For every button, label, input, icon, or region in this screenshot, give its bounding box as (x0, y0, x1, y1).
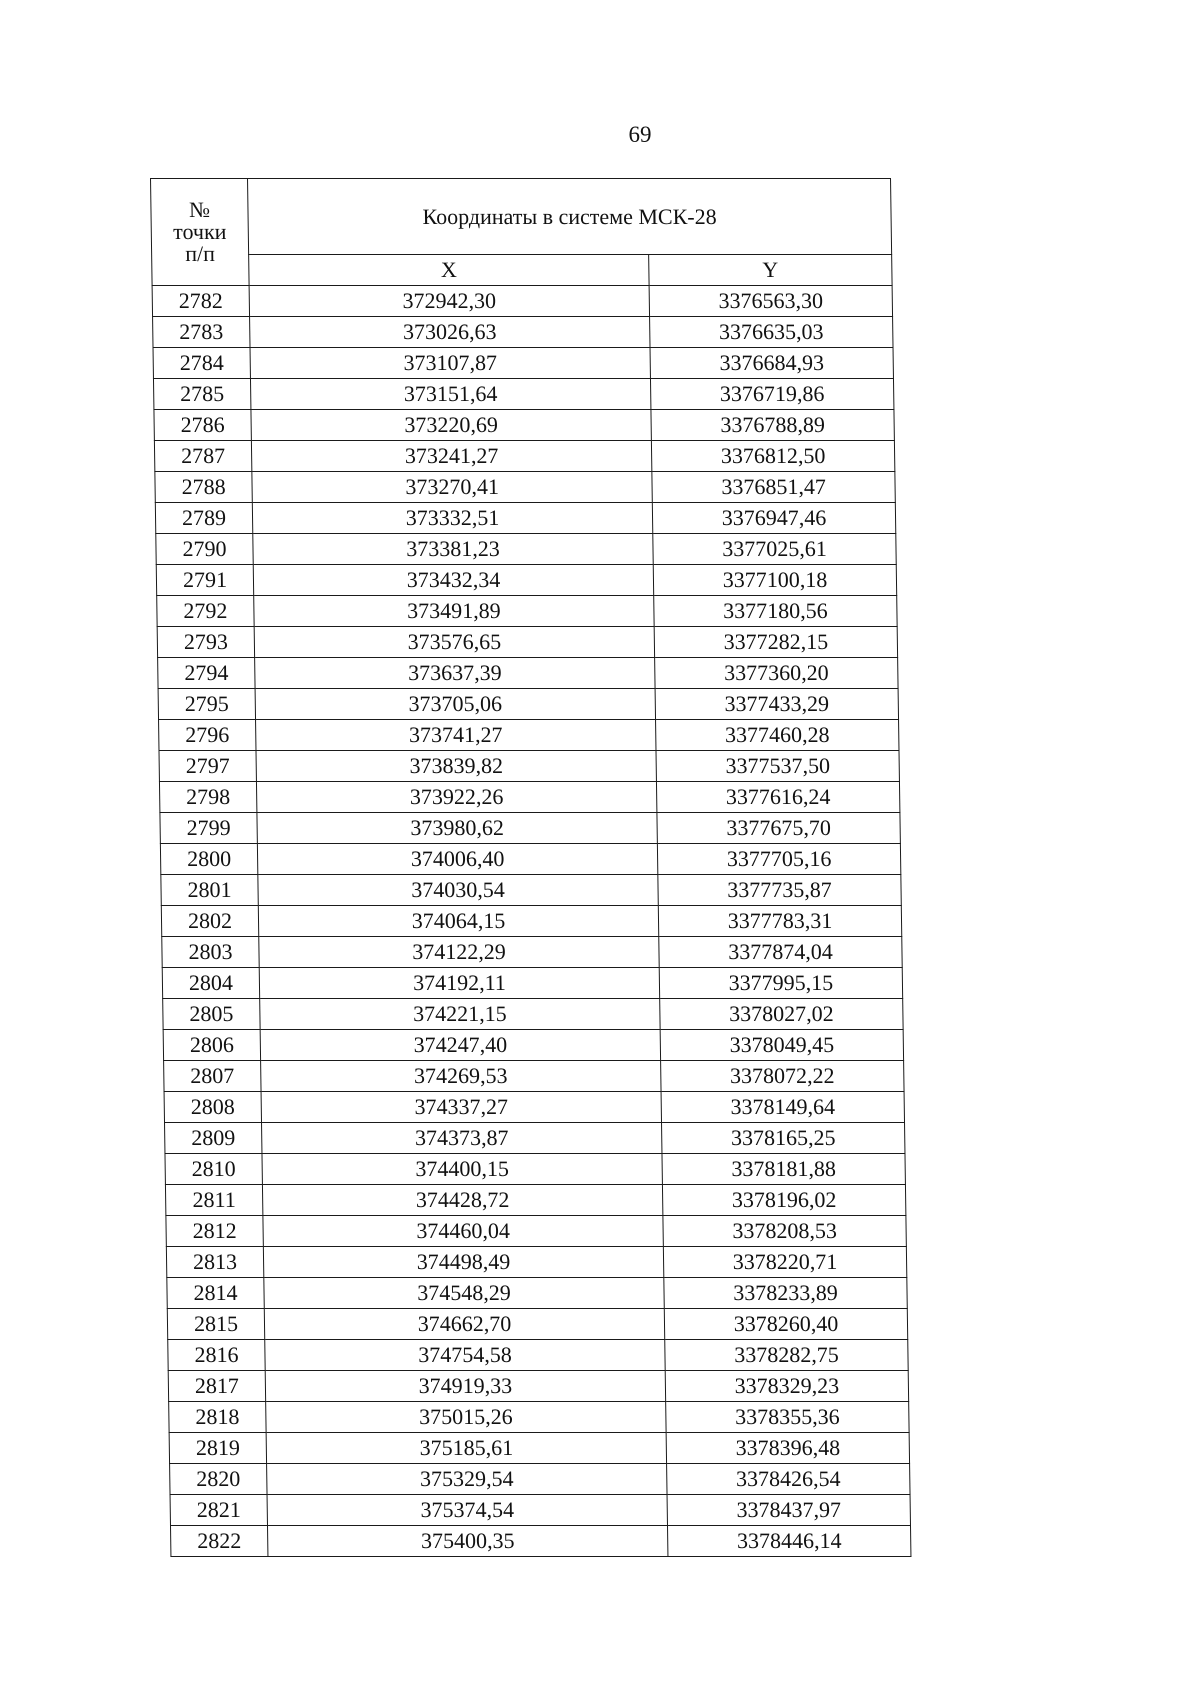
y-coordinate-cell: 3376812,50 (651, 441, 894, 472)
point-number-cell: 2812 (166, 1216, 263, 1247)
y-coordinate-cell: 3376788,89 (651, 410, 894, 441)
x-coordinate-cell: 373637,39 (255, 658, 655, 689)
y-coordinate-cell: 3377675,70 (657, 813, 900, 844)
point-number-cell: 2796 (159, 720, 256, 751)
point-number-cell: 2808 (164, 1092, 261, 1123)
point-number-cell: 2804 (162, 968, 259, 999)
x-column-header: X (249, 255, 649, 286)
point-number-cell: 2782 (152, 286, 249, 317)
y-coordinate-cell: 3377433,29 (655, 689, 898, 720)
x-coordinate-cell: 375400,35 (267, 1526, 667, 1557)
x-coordinate-cell: 373220,69 (251, 410, 651, 441)
table-row (153, 348, 893, 379)
x-coordinate-cell: 374006,40 (257, 844, 657, 875)
x-coordinate-cell: 373026,63 (250, 317, 650, 348)
x-coordinate-cell: 374122,29 (259, 937, 659, 968)
y-coordinate-cell: 3377360,20 (655, 658, 898, 689)
y-coordinate-cell: 3377100,18 (653, 565, 896, 596)
table-body (152, 286, 911, 1557)
x-coordinate-cell: 374192,11 (259, 968, 659, 999)
table-row (159, 782, 899, 813)
x-coordinate-cell: 375329,54 (267, 1464, 667, 1495)
point-number-cell: 2811 (165, 1185, 262, 1216)
x-coordinate-cell: 373705,06 (255, 689, 655, 720)
page-number: 69 (628, 122, 652, 147)
x-coordinate-cell: 373980,62 (257, 813, 657, 844)
x-coordinate-cell: 373576,65 (254, 627, 654, 658)
table-row (155, 472, 895, 503)
table-row (163, 1030, 903, 1061)
point-number-header-line1: № (188, 197, 211, 222)
y-coordinate-cell: 3378329,23 (665, 1371, 908, 1402)
point-number-cell: 2818 (169, 1402, 266, 1433)
x-coordinate-cell: 373491,89 (254, 596, 654, 627)
x-coordinate-cell: 374373,87 (262, 1123, 662, 1154)
point-number-cell: 2799 (160, 813, 257, 844)
y-coordinate-cell: 3378396,48 (666, 1433, 909, 1464)
table-row (170, 1464, 910, 1495)
table-row (169, 1433, 909, 1464)
x-coordinate-cell: 374400,15 (262, 1154, 662, 1185)
table-row (161, 906, 901, 937)
point-number-cell: 2820 (170, 1464, 267, 1495)
x-coordinate-cell: 374064,15 (258, 906, 658, 937)
x-coordinate-cell: 374498,49 (263, 1247, 663, 1278)
point-number-cell: 2787 (154, 441, 251, 472)
table-axis-row (152, 255, 892, 286)
y-coordinate-cell: 3378208,53 (663, 1216, 906, 1247)
x-coordinate-cell: 373270,41 (252, 472, 652, 503)
table-row (160, 844, 900, 875)
table-row (156, 534, 896, 565)
y-coordinate-cell: 3378072,22 (661, 1061, 904, 1092)
point-number-cell: 2790 (156, 534, 253, 565)
y-coordinate-cell: 3377180,56 (654, 596, 897, 627)
y-coordinate-cell: 3378446,14 (667, 1526, 910, 1557)
table-row (164, 1061, 904, 1092)
y-coordinate-cell: 3377874,04 (659, 937, 902, 968)
y-coordinate-cell: 3378196,02 (662, 1185, 905, 1216)
x-coordinate-cell: 373381,23 (253, 534, 653, 565)
x-coordinate-cell: 374428,72 (262, 1185, 662, 1216)
x-coordinate-cell: 374221,15 (260, 999, 660, 1030)
table-row (156, 565, 896, 596)
point-number-cell: 2801 (161, 875, 258, 906)
point-number-cell: 2794 (158, 658, 255, 689)
y-coordinate-cell: 3378355,36 (666, 1402, 909, 1433)
coordinates-table (150, 178, 911, 1557)
point-number-cell: 2784 (153, 348, 250, 379)
table-row (169, 1402, 909, 1433)
y-coordinate-cell: 3376719,86 (650, 379, 893, 410)
table-row (162, 968, 902, 999)
point-number-cell: 2821 (170, 1495, 267, 1526)
coordinates-system-header: Координаты в системе МСК-28 (248, 179, 892, 255)
point-number-cell: 2793 (157, 627, 254, 658)
y-coordinate-cell: 3377735,87 (658, 875, 901, 906)
point-number-cell: 2795 (158, 689, 255, 720)
point-number-cell: 2800 (160, 844, 257, 875)
y-coordinate-cell: 3378181,88 (662, 1154, 905, 1185)
point-number-cell: 2792 (157, 596, 254, 627)
point-number-cell: 2797 (159, 751, 256, 782)
point-number-cell: 2783 (153, 317, 250, 348)
y-coordinate-cell: 3377783,31 (658, 906, 901, 937)
y-coordinate-cell: 3378149,64 (661, 1092, 904, 1123)
point-number-cell: 2791 (156, 565, 253, 596)
y-coordinate-cell: 3378220,71 (663, 1247, 906, 1278)
point-number-cell: 2805 (163, 999, 260, 1030)
table-row (155, 503, 895, 534)
y-coordinate-cell: 3378437,97 (667, 1495, 910, 1526)
x-coordinate-cell: 373332,51 (252, 503, 652, 534)
point-number-cell: 2785 (153, 379, 250, 410)
table-row (170, 1526, 910, 1557)
table-row (168, 1371, 908, 1402)
point-number-cell: 2803 (162, 937, 259, 968)
point-number-cell: 2819 (169, 1433, 266, 1464)
table-row (164, 1092, 904, 1123)
point-number-cell: 2816 (168, 1340, 265, 1371)
point-number-cell: 2809 (165, 1123, 262, 1154)
x-coordinate-cell: 374754,58 (265, 1340, 665, 1371)
table-row (161, 875, 901, 906)
x-coordinate-cell: 375374,54 (267, 1495, 667, 1526)
y-coordinate-cell: 3377616,24 (656, 782, 899, 813)
x-coordinate-cell: 374460,04 (263, 1216, 663, 1247)
point-number-cell: 2802 (161, 906, 258, 937)
x-coordinate-cell: 374337,27 (261, 1092, 661, 1123)
x-coordinate-cell: 374247,40 (260, 1030, 660, 1061)
y-coordinate-cell: 3377025,61 (653, 534, 896, 565)
x-coordinate-cell: 372942,30 (249, 286, 649, 317)
y-coordinate-cell: 3378426,54 (667, 1464, 910, 1495)
x-coordinate-cell: 373432,34 (253, 565, 653, 596)
table-row (167, 1309, 907, 1340)
y-coordinate-cell: 3377995,15 (659, 968, 902, 999)
table-row (168, 1340, 908, 1371)
y-coordinate-cell: 3376563,30 (649, 286, 892, 317)
x-coordinate-cell: 374269,53 (261, 1061, 661, 1092)
y-coordinate-cell: 3377705,16 (657, 844, 900, 875)
table-row (165, 1123, 905, 1154)
y-coordinate-cell: 3378282,75 (665, 1340, 908, 1371)
table-row (162, 937, 902, 968)
x-coordinate-cell: 374919,33 (265, 1371, 665, 1402)
table-row (153, 379, 893, 410)
table-row (159, 720, 899, 751)
x-coordinate-cell: 373839,82 (256, 751, 656, 782)
table-row (165, 1154, 905, 1185)
point-number-cell: 2807 (164, 1061, 261, 1092)
table-row (167, 1278, 907, 1309)
point-number-cell: 2813 (166, 1247, 263, 1278)
x-coordinate-cell: 373151,64 (250, 379, 650, 410)
y-coordinate-cell: 3376684,93 (650, 348, 893, 379)
y-coordinate-cell: 3376851,47 (652, 472, 895, 503)
x-coordinate-cell: 373241,27 (251, 441, 651, 472)
table-row (166, 1247, 906, 1278)
point-number-cell: 2810 (165, 1154, 262, 1185)
y-coordinate-cell: 3377537,50 (656, 751, 899, 782)
point-number-cell: 2814 (167, 1278, 264, 1309)
table-row (170, 1495, 910, 1526)
table-row (153, 317, 893, 348)
point-number-header-line2: точки (172, 219, 227, 244)
x-coordinate-cell: 374662,70 (264, 1309, 664, 1340)
x-coordinate-cell: 373741,27 (256, 720, 656, 751)
table-row (160, 813, 900, 844)
table-header-row (151, 179, 892, 255)
point-number-cell: 2817 (168, 1371, 265, 1402)
table-row (157, 627, 897, 658)
point-number-header (151, 179, 250, 286)
x-coordinate-cell: 373107,87 (250, 348, 650, 379)
table-row (154, 410, 894, 441)
y-coordinate-cell: 3378027,02 (660, 999, 903, 1030)
y-coordinate-cell: 3378260,40 (664, 1309, 907, 1340)
x-coordinate-cell: 373922,26 (256, 782, 656, 813)
point-number-cell: 2806 (163, 1030, 260, 1061)
x-coordinate-cell: 375015,26 (266, 1402, 666, 1433)
y-coordinate-cell: 3376947,46 (652, 503, 895, 534)
table-row (165, 1185, 905, 1216)
y-coordinate-cell: 3377282,15 (654, 627, 897, 658)
y-coordinate-cell: 3378165,25 (662, 1123, 905, 1154)
point-number-cell: 2786 (154, 410, 251, 441)
table-row (158, 658, 898, 689)
x-coordinate-cell: 374030,54 (258, 875, 658, 906)
y-coordinate-cell: 3378233,89 (664, 1278, 907, 1309)
y-column-header: Y (649, 255, 892, 286)
point-number-cell: 2798 (159, 782, 256, 813)
x-coordinate-cell: 374548,29 (264, 1278, 664, 1309)
table-row (166, 1216, 906, 1247)
x-coordinate-cell: 375185,61 (266, 1433, 666, 1464)
point-number-cell: 2822 (170, 1526, 267, 1557)
table-row (159, 751, 899, 782)
table-row (154, 441, 894, 472)
point-number-header-line3: п/п (185, 241, 216, 266)
y-coordinate-cell: 3376635,03 (650, 317, 893, 348)
y-coordinate-cell: 3377460,28 (656, 720, 899, 751)
table-row (163, 999, 903, 1030)
point-number-cell: 2788 (155, 472, 252, 503)
table-row (157, 596, 897, 627)
table-row (158, 689, 898, 720)
point-number-cell: 2789 (155, 503, 252, 534)
y-coordinate-cell: 3378049,45 (660, 1030, 903, 1061)
table-row (152, 286, 892, 317)
point-number-cell: 2815 (167, 1309, 264, 1340)
